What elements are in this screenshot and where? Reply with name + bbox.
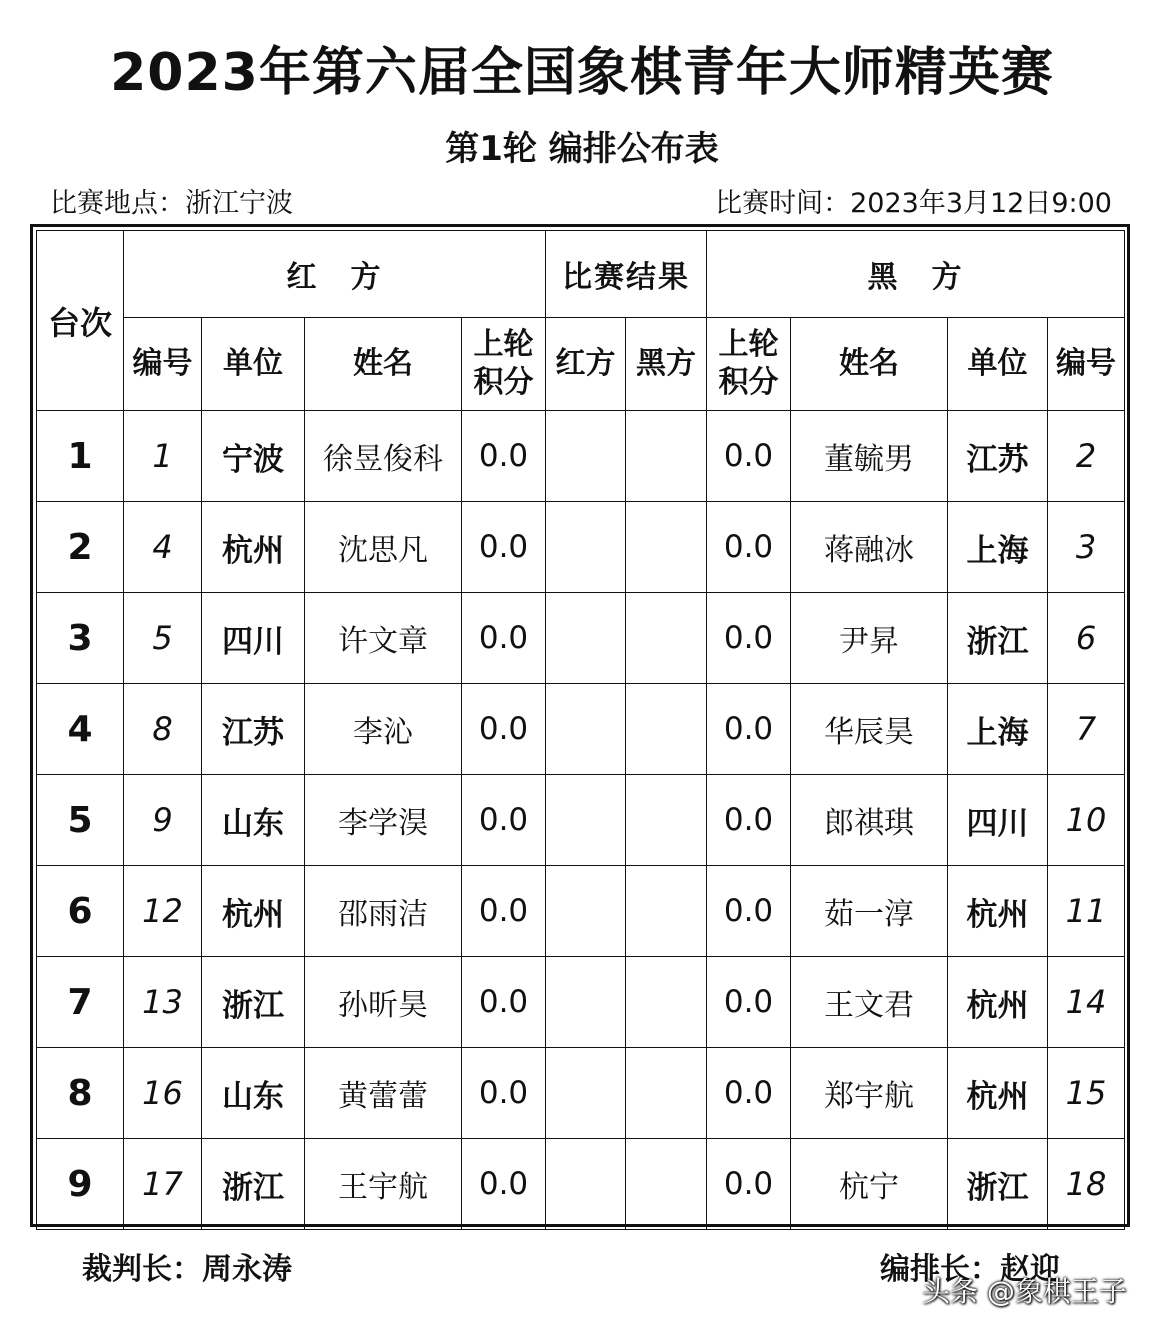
result-black-cell <box>626 684 707 775</box>
red-name: 王宇航 <box>305 1139 462 1230</box>
table-row <box>37 684 1125 775</box>
result-black-cell <box>626 593 707 684</box>
result-red-cell <box>546 775 626 866</box>
black-prev-score: 0.0 <box>707 1048 791 1139</box>
result-red-cell <box>546 1139 626 1230</box>
header-table-no: 台次 <box>37 231 124 411</box>
result-red-cell <box>546 957 626 1048</box>
red-name: 李沁 <box>305 684 462 775</box>
red-name: 徐昱俊科 <box>305 411 462 502</box>
black-name: 杭宁 <box>791 1139 948 1230</box>
result-black-cell <box>626 775 707 866</box>
black-number: 6 <box>1048 593 1125 684</box>
black-unit: 上海 <box>948 684 1048 775</box>
table-row <box>37 411 1125 502</box>
venue-label: 比赛地点：浙江宁波 <box>50 188 293 219</box>
black-name: 董毓男 <box>791 411 948 502</box>
header-black-num: 编号 <box>1048 318 1125 411</box>
header-result-black: 黑方 <box>626 318 707 411</box>
page-subtitle: 第1轮 编排公布表 <box>445 129 719 169</box>
table-row <box>37 1048 1125 1139</box>
black-name: 郎祺琪 <box>791 775 948 866</box>
watermark: 头条 @象棋王子 <box>922 1275 1127 1308</box>
header-result-red: 红方 <box>546 318 626 411</box>
red-unit: 山东 <box>202 1048 305 1139</box>
black-prev-score: 0.0 <box>707 502 791 593</box>
table-row <box>37 593 1125 684</box>
result-black-cell <box>626 411 707 502</box>
header-red-prev: 上轮积分 <box>462 318 546 411</box>
black-prev-score: 0.0 <box>707 593 791 684</box>
red-unit: 浙江 <box>202 1139 305 1230</box>
result-red-cell <box>546 502 626 593</box>
red-prev-score: 0.0 <box>462 866 546 957</box>
red-number: 9 <box>124 775 202 866</box>
result-black-cell <box>626 1139 707 1230</box>
table-number: 4 <box>37 684 124 775</box>
red-unit: 宁波 <box>202 411 305 502</box>
black-unit: 上海 <box>948 502 1048 593</box>
black-number: 10 <box>1048 775 1125 866</box>
table-number: 6 <box>37 866 124 957</box>
black-number: 18 <box>1048 1139 1125 1230</box>
table-row <box>37 1139 1125 1230</box>
black-number: 15 <box>1048 1048 1125 1139</box>
black-prev-score: 0.0 <box>707 684 791 775</box>
red-name: 许文章 <box>305 593 462 684</box>
black-unit: 浙江 <box>948 593 1048 684</box>
table-number: 1 <box>37 411 124 502</box>
red-unit: 杭州 <box>202 866 305 957</box>
black-name: 华辰昊 <box>791 684 948 775</box>
red-prev-score: 0.0 <box>462 593 546 684</box>
table-number: 5 <box>37 775 124 866</box>
table-number: 3 <box>37 593 124 684</box>
red-number: 12 <box>124 866 202 957</box>
red-prev-score: 0.0 <box>462 1139 546 1230</box>
red-unit: 浙江 <box>202 957 305 1048</box>
result-red-cell <box>546 684 626 775</box>
red-prev-score: 0.0 <box>462 1048 546 1139</box>
black-name: 王文君 <box>791 957 948 1048</box>
black-unit: 四川 <box>948 775 1048 866</box>
red-unit: 四川 <box>202 593 305 684</box>
chief-scheduler: 编排长：赵迎 <box>880 1252 1060 1287</box>
header-black-name: 姓名 <box>791 318 948 411</box>
black-number: 14 <box>1048 957 1125 1048</box>
result-black-cell <box>626 866 707 957</box>
red-prev-score: 0.0 <box>462 957 546 1048</box>
header-red-side: 红 方 <box>124 231 546 318</box>
table-row <box>37 775 1125 866</box>
red-number: 17 <box>124 1139 202 1230</box>
black-number: 3 <box>1048 502 1125 593</box>
black-prev-score: 0.0 <box>707 957 791 1048</box>
black-name: 蒋融冰 <box>791 502 948 593</box>
red-name: 李学淏 <box>305 775 462 866</box>
red-unit: 山东 <box>202 775 305 866</box>
red-name: 黄蕾蕾 <box>305 1048 462 1139</box>
result-black-cell <box>626 957 707 1048</box>
header-result: 比赛结果 <box>546 231 707 318</box>
red-number: 5 <box>124 593 202 684</box>
red-unit: 杭州 <box>202 502 305 593</box>
header-red-name: 姓名 <box>305 318 462 411</box>
red-prev-score: 0.0 <box>462 502 546 593</box>
black-number: 7 <box>1048 684 1125 775</box>
chief-referee: 裁判长：周永涛 <box>82 1252 292 1287</box>
table-row <box>37 866 1125 957</box>
black-unit: 杭州 <box>948 866 1048 957</box>
result-red-cell <box>546 593 626 684</box>
table-number: 9 <box>37 1139 124 1230</box>
black-number: 2 <box>1048 411 1125 502</box>
black-name: 尹昇 <box>791 593 948 684</box>
black-prev-score: 0.0 <box>707 866 791 957</box>
red-number: 1 <box>124 411 202 502</box>
pairing-table <box>36 230 1125 1230</box>
table-row <box>37 502 1125 593</box>
red-name: 邵雨洁 <box>305 866 462 957</box>
result-black-cell <box>626 502 707 593</box>
red-number: 8 <box>124 684 202 775</box>
result-red-cell <box>546 1048 626 1139</box>
black-number: 11 <box>1048 866 1125 957</box>
red-unit: 江苏 <box>202 684 305 775</box>
black-name: 茹一淳 <box>791 866 948 957</box>
black-prev-score: 0.0 <box>707 1139 791 1230</box>
black-name: 郑宇航 <box>791 1048 948 1139</box>
page-title: 2023年第六届全国象棋青年大师精英赛 <box>110 43 1054 103</box>
black-prev-score: 0.0 <box>707 411 791 502</box>
red-prev-score: 0.0 <box>462 775 546 866</box>
black-unit: 江苏 <box>948 411 1048 502</box>
table-number: 2 <box>37 502 124 593</box>
red-name: 孙昕昊 <box>305 957 462 1048</box>
header-black-unit: 单位 <box>948 318 1048 411</box>
red-number: 4 <box>124 502 202 593</box>
red-prev-score: 0.0 <box>462 411 546 502</box>
result-red-cell <box>546 866 626 957</box>
black-unit: 杭州 <box>948 957 1048 1048</box>
red-prev-score: 0.0 <box>462 684 546 775</box>
black-unit: 杭州 <box>948 1048 1048 1139</box>
time-label: 比赛时间：2023年3月12日9:00 <box>715 188 1112 219</box>
header-red-num: 编号 <box>124 318 202 411</box>
header-black-side: 黑 方 <box>707 231 1125 318</box>
red-number: 16 <box>124 1048 202 1139</box>
black-unit: 浙江 <box>948 1139 1048 1230</box>
table-number: 7 <box>37 957 124 1048</box>
header-black-prev: 上轮积分 <box>707 318 791 411</box>
red-name: 沈思凡 <box>305 502 462 593</box>
result-black-cell <box>626 1048 707 1139</box>
red-number: 13 <box>124 957 202 1048</box>
result-red-cell <box>546 411 626 502</box>
black-prev-score: 0.0 <box>707 775 791 866</box>
table-row <box>37 957 1125 1048</box>
header-red-unit: 单位 <box>202 318 305 411</box>
table-number: 8 <box>37 1048 124 1139</box>
